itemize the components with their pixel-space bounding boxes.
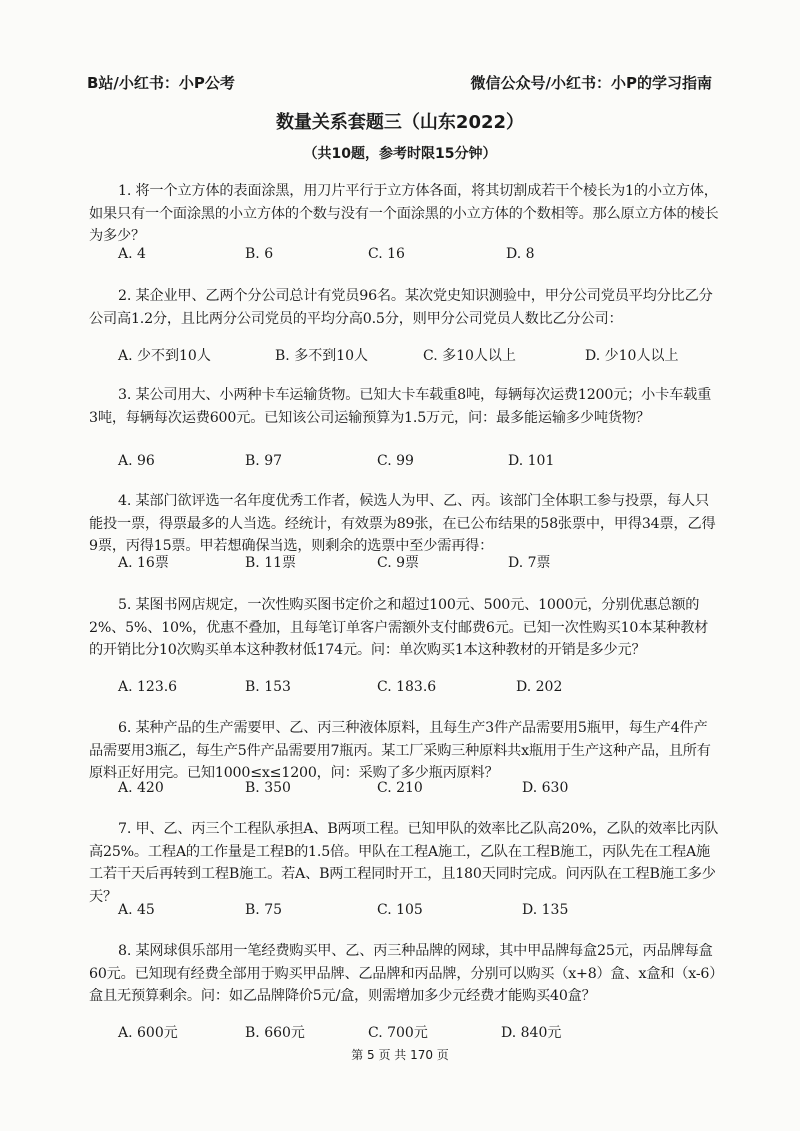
option-c: C. 16 (368, 246, 405, 262)
question-2-text: 2. 某企业甲、乙两个分公司总计有党员96名。某次党史知识测验中，甲分公司党员平均分比乙分公司高1.2分，且比两分公司党员的平均分高0.5分，则甲分公司党员人数比乙分公司： (89, 288, 713, 327)
option-b: B. 75 (245, 902, 283, 918)
option-d: D. 少10人以上 (585, 348, 679, 364)
option-d: D. 101 (508, 453, 555, 469)
option-c: C. 多10人以上 (423, 348, 516, 364)
question-8-text: 8. 某网球俱乐部用一笔经费购买甲、乙、丙三种品牌的网球，其中甲品牌每盒25元，丙品牌每盒60元。已知现有经费全部用于购买甲品牌、乙品牌和丙品牌，分别可以购买（x+8）盒、x盒和（x-6）盒且无预算剩余。问：如乙品牌降价5元/盒，则需增加多少元经费才能购买40盒？ (89, 943, 717, 1004)
option-a: A. 96 (118, 453, 155, 469)
question-7-text: 7. 甲、乙、丙三个工程队承担A、B两项工程。已知甲队的效率比乙队高20%，乙队的效率比丙队高25%。工程A的工作量是工程B的1.5倍。甲队在工程A施工，乙队在工程B施工，丙队先在工程A施工若干天后再转到工程B施工。若A、B两工程同时开工，且180天同时完成。问丙队在工程B施工多少天？ (89, 821, 719, 905)
option-c: C. 105 (377, 902, 423, 918)
option-b: B. 153 (245, 679, 291, 695)
option-c: C. 210 (377, 780, 423, 796)
question-4-text: 4. 某部门欲评选一名年度优秀工作者，候选人为甲、乙、丙。该部门全体职工参与投票，每人只能投一票，得票最多的人当选。经统计，有效票为89张，在已公布结果的58张票中，甲得34票，乙得9票，丙得15票。甲若想确保当选，则剩余的选票中至少需再得： (89, 493, 716, 554)
page-title: 数量关系套题三（山东2022） (275, 112, 525, 133)
question-8-options (118, 1022, 718, 1044)
option-d: D. 630 (522, 780, 569, 796)
option-d: D. 8 (506, 246, 535, 262)
option-c: C. 99 (377, 453, 414, 469)
option-d: D. 840元 (501, 1025, 562, 1041)
header-left-text: B站/小红书：小P公考 (87, 74, 235, 92)
option-d: D. 202 (516, 679, 563, 695)
option-d: D. 7票 (508, 555, 551, 571)
question-2-options (118, 345, 718, 367)
question-5-text: 5. 某图书网店规定，一次性购买图书定价之和超过100元、500元、1000元，分别优惠总额的2%、5%、10%，优惠不叠加，且每笔订单客户需额外支付邮费6元。已知一次性购买10本某种教材的开销比分10次购买单本这种教材低174元。问：单次购买1本这种教材的开销是多少元？ (89, 597, 709, 658)
option-b: B. 350 (245, 780, 291, 796)
question-1-text: 1. 将一个立方体的表面涂黑，用刀片平行于立方体各面，将其切割成若干个棱长为1的小立方体，如果只有一个面涂黑的小立方体的个数与没有一个面涂黑的小立方体的个数相等。那么原立方体的棱长为多少？ (89, 183, 719, 244)
option-a: A. 4 (118, 246, 146, 262)
option-a: A. 16票 (118, 555, 169, 571)
question-4-options (118, 552, 718, 574)
page-number: 第 5 页 共 170 页 (351, 1048, 449, 1062)
option-c: C. 700元 (368, 1025, 428, 1041)
option-b: B. 6 (245, 246, 274, 262)
question-1-options (118, 243, 718, 265)
option-a: A. 420 (118, 780, 164, 796)
question-3-options (118, 450, 718, 472)
page-subtitle: （共10题，参考时限15分钟） (303, 146, 497, 162)
question-5-options (118, 676, 718, 698)
option-b: B. 多不到10人 (275, 348, 369, 364)
option-c: C. 183.6 (377, 679, 437, 695)
question-3-text: 3. 某公司用大、小两种卡车运输货物。已知大卡车载重8吨，每辆每次运费1200元；小卡车载重3吨，每辆每次运费600元。已知该公司运输预算为1.5万元，问：最多能运输多少吨货物？ (89, 387, 712, 426)
option-a: A. 600元 (118, 1025, 178, 1041)
option-b: B. 660元 (245, 1025, 305, 1041)
option-d: D. 135 (522, 902, 569, 918)
header-right-text: 微信公众号/小红书：小P的学习指南 (470, 74, 712, 92)
option-a: A. 少不到10人 (118, 348, 211, 364)
question-6-text: 6. 某种产品的生产需要甲、乙、丙三种液体原料，且每生产3件产品需要用5瓶甲，每生产4件产品需要用3瓶乙，每生产5件产品需要用7瓶丙。某工厂采购三种原料共x瓶用于生产这种产品，且所有原料正好用完。已知1000≤x≤1200，问：采购了多少瓶丙原料？ (89, 720, 711, 781)
option-c: C. 9票 (377, 555, 420, 571)
question-7-options (118, 899, 718, 921)
option-a: A. 123.6 (118, 679, 178, 695)
option-b: B. 97 (245, 453, 283, 469)
question-6-options (118, 777, 718, 799)
option-b: B. 11票 (245, 555, 297, 571)
option-a: A. 45 (118, 902, 155, 918)
